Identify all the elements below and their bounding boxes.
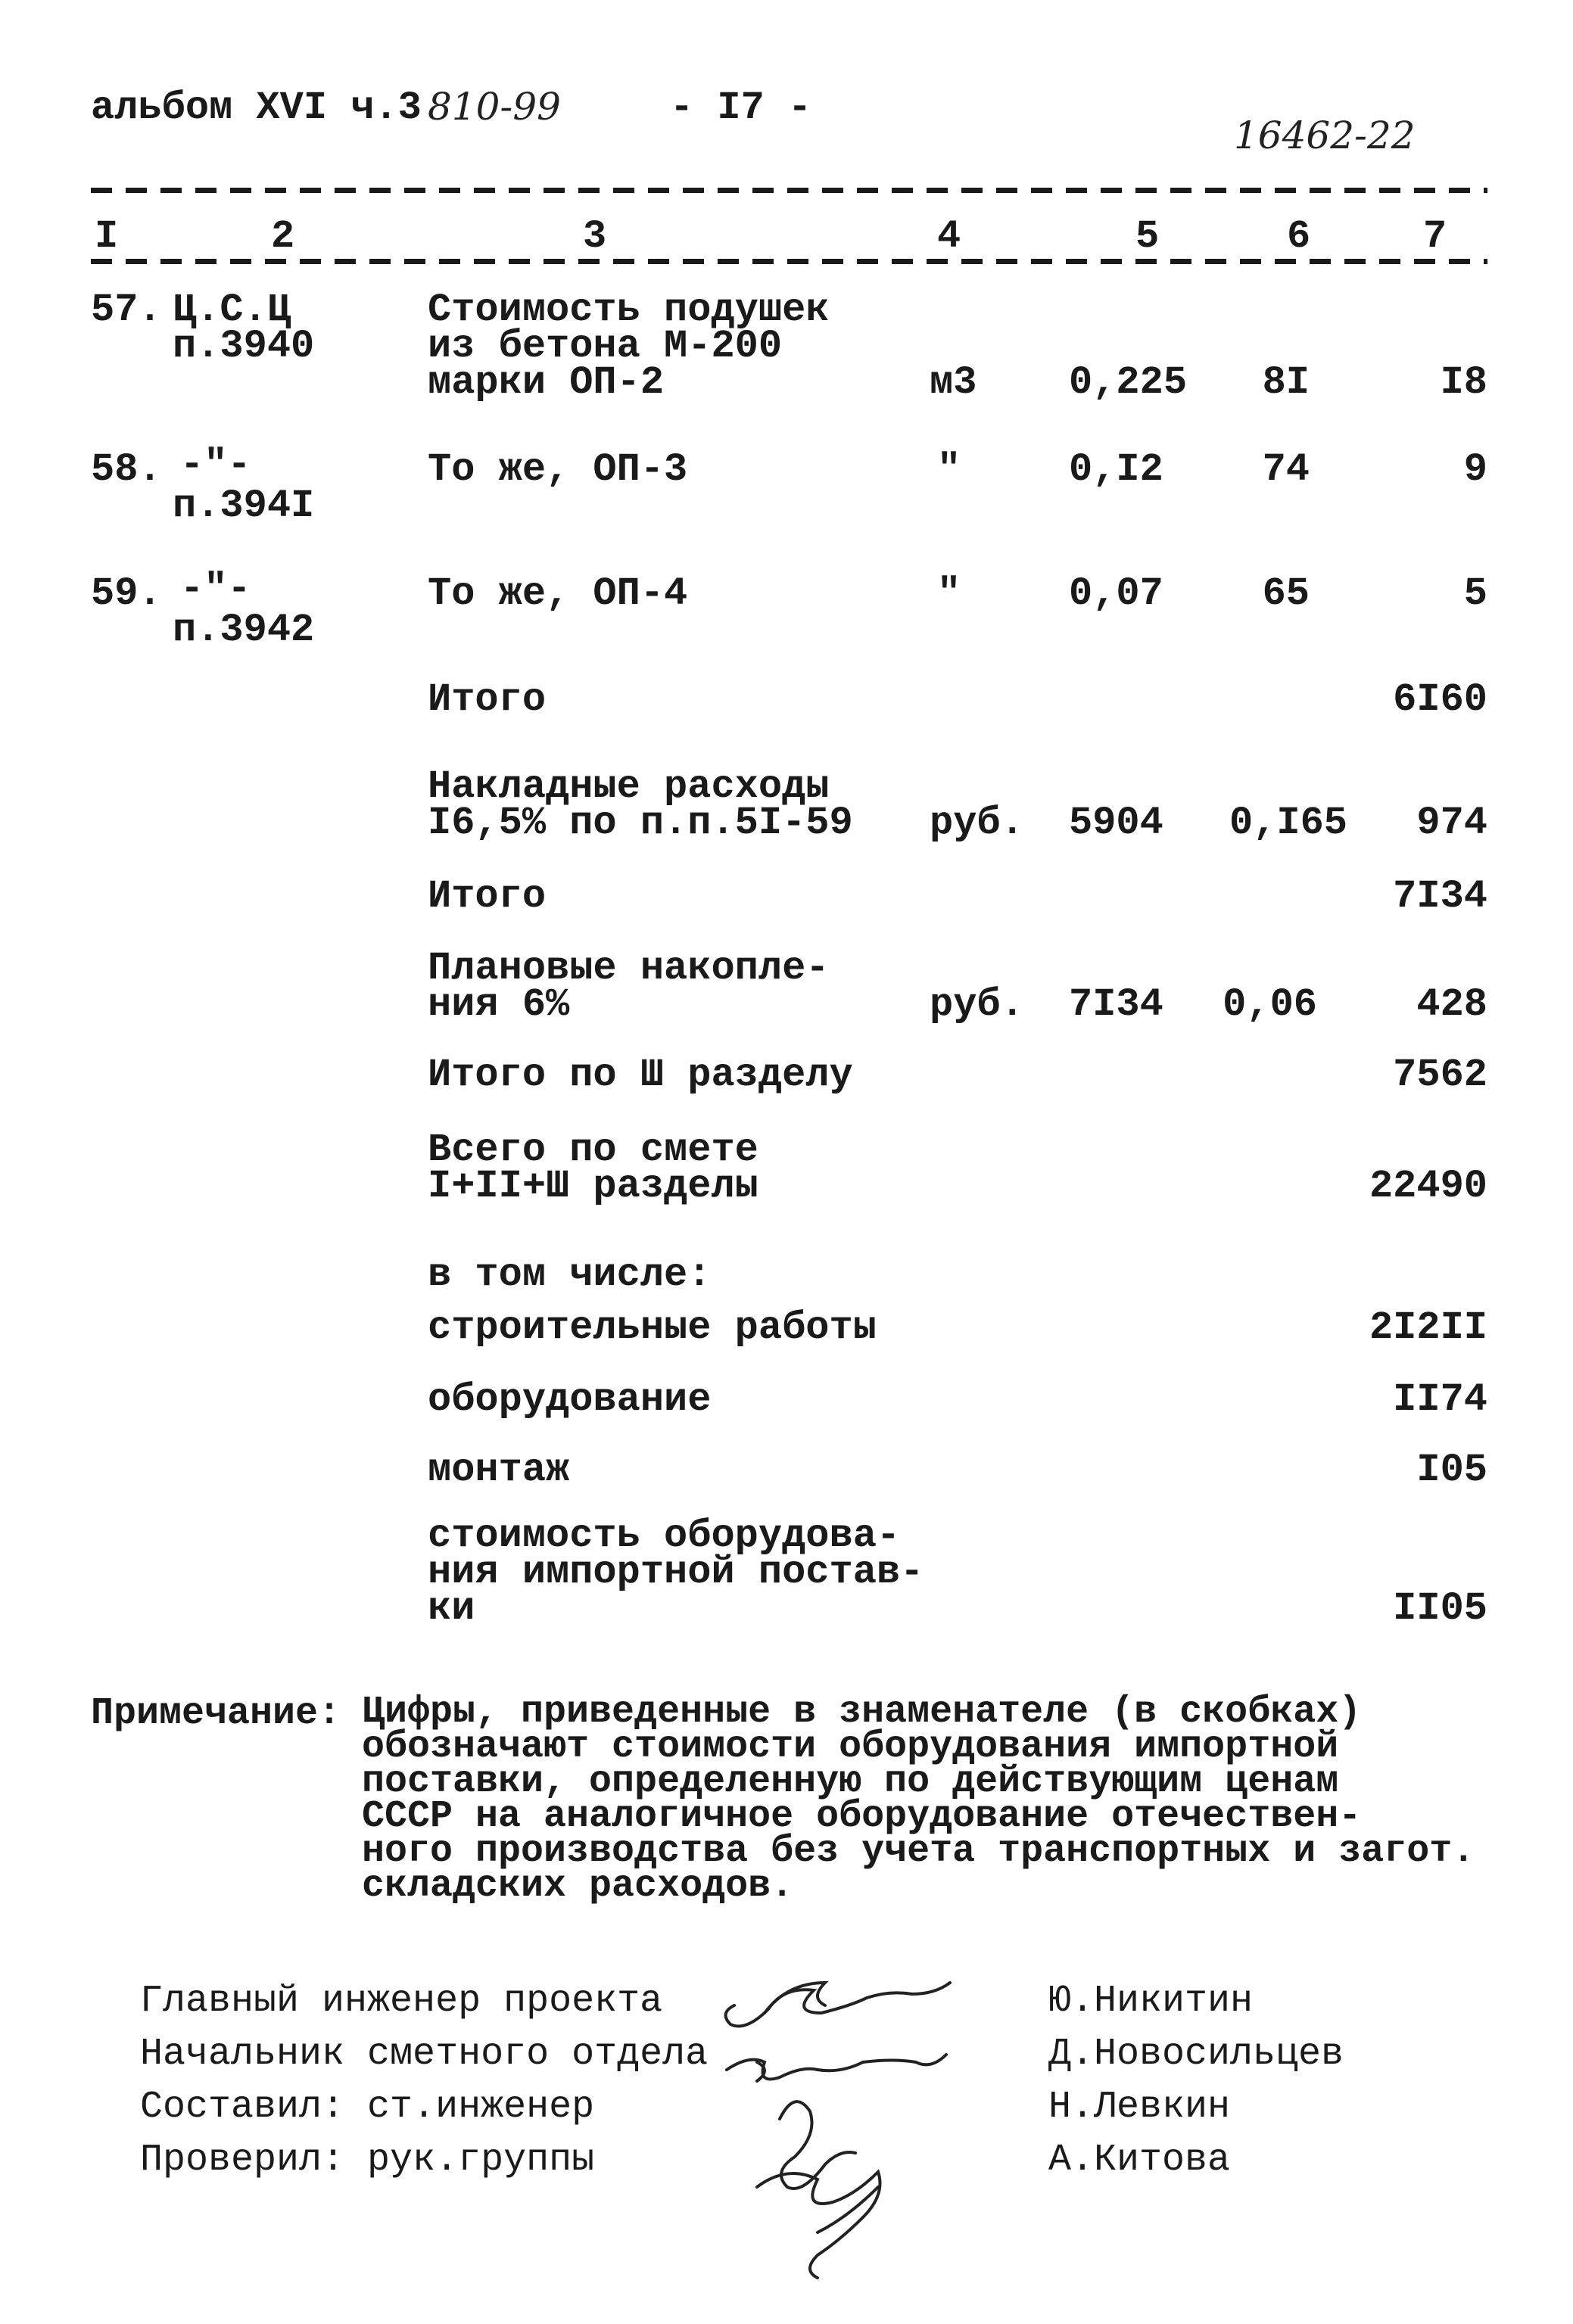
- row-quantity: 0,I2: [1069, 447, 1163, 492]
- row-total: I8: [1440, 360, 1487, 405]
- signatory-role: Главный инженер проекта: [140, 1980, 663, 2023]
- column-number-5: 5: [1135, 214, 1160, 259]
- summary-total: I05: [1416, 1448, 1487, 1492]
- summary-label-line: Плановые накопле-: [428, 946, 830, 991]
- summary-total: 6I60: [1393, 677, 1487, 722]
- summary-total: II74: [1393, 1377, 1487, 1422]
- row-reference-source: Ц.С.Ц: [173, 288, 291, 332]
- signatory-role: Начальник сметного отдела: [140, 2033, 709, 2076]
- row-unit: ": [937, 571, 961, 616]
- summary-total: 22490: [1369, 1164, 1487, 1209]
- row-quantity: 0,07: [1069, 571, 1163, 616]
- summary-rate: 0,I65: [1229, 801, 1347, 845]
- column-number-4: 4: [937, 214, 961, 259]
- summary-label-line: I6,5% по п.п.5I-59: [428, 801, 853, 845]
- handwritten-signatures: [712, 1960, 1045, 2308]
- summary-label-line: в том числе:: [428, 1252, 712, 1297]
- row-number: 59.: [91, 571, 162, 616]
- signatory-name: А.Китова: [1048, 2139, 1231, 2182]
- row-quantity: 0,225: [1069, 360, 1188, 405]
- row-number: 58.: [91, 447, 162, 492]
- row-unit-price: 65: [1262, 571, 1310, 616]
- summary-label-line: Итого по Ш разделу: [428, 1053, 853, 1097]
- signatory-role: Составил: ст.инженер: [140, 2086, 595, 2129]
- column-number-7: 7: [1423, 214, 1447, 259]
- summary-base: 7I34: [1069, 982, 1163, 1027]
- signatory-name: Ю.Никитин: [1048, 1980, 1254, 2023]
- row-total: 9: [1463, 447, 1487, 492]
- dashed-divider-top: [91, 188, 1487, 193]
- album-label: альбом XVI ч.3: [91, 86, 422, 130]
- summary-total: 428: [1416, 982, 1487, 1027]
- summary-label-line: Всего по смете: [428, 1128, 758, 1172]
- row-description-line: Стоимость подушек: [428, 288, 830, 332]
- row-reference-item: п.3942: [173, 608, 315, 652]
- summary-label-line: Накладные расходы: [428, 764, 830, 809]
- row-unit-price: 74: [1262, 447, 1310, 492]
- summary-label-line: Итого: [428, 677, 547, 722]
- summary-rate: 0,06: [1223, 982, 1317, 1027]
- column-number-3: 3: [583, 214, 607, 259]
- summary-label-line: ния импортной постав-: [428, 1550, 924, 1594]
- row-description-line: То же, ОП-4: [428, 571, 688, 616]
- summary-unit: руб.: [930, 801, 1024, 845]
- note-line: поставки, определенную по действующим ценам: [362, 1760, 1339, 1803]
- summary-label-line: оборудование: [428, 1377, 712, 1422]
- row-reference-item: п.394I: [173, 484, 315, 528]
- summary-label-line: Итого: [428, 874, 547, 919]
- handwritten-document-number: 810-99: [428, 85, 561, 129]
- handwritten-code: 16462-22: [1234, 114, 1416, 157]
- row-description-line: То же, ОП-3: [428, 447, 688, 492]
- summary-total: II05: [1393, 1586, 1487, 1631]
- summary-label-line: строительные работы: [428, 1305, 877, 1350]
- page-number: - I7 -: [670, 86, 812, 130]
- summary-base: 5904: [1069, 801, 1163, 845]
- row-description-line: из бетона М-200: [428, 324, 783, 369]
- summary-label-line: монтаж: [428, 1448, 570, 1492]
- summary-label-line: I+II+Ш разделы: [428, 1164, 758, 1209]
- row-description-line: марки ОП-2: [428, 360, 665, 405]
- row-unit: м3: [930, 360, 977, 405]
- signatory-role: Проверил: рук.группы: [140, 2139, 595, 2182]
- summary-label-line: ния 6%: [428, 982, 570, 1027]
- row-total: 5: [1463, 571, 1487, 616]
- note-line: ного производства без учета транспортных и загот.: [362, 1830, 1475, 1873]
- note-line: СССР на аналогичное оборудование отечествен-: [362, 1795, 1362, 1838]
- row-reference-source: -"-: [180, 567, 251, 611]
- row-reference-source: -"-: [180, 443, 251, 487]
- note-label: Примечание:: [91, 1692, 341, 1735]
- row-unit-price: 8I: [1262, 360, 1310, 405]
- note-line: обозначают стоимости оборудования импортной: [362, 1725, 1339, 1769]
- column-number-1: I: [95, 214, 119, 259]
- row-number: 57.: [91, 288, 162, 332]
- summary-unit: руб.: [930, 982, 1024, 1027]
- summary-label-line: стоимость оборудова-: [428, 1514, 901, 1558]
- summary-total: 7562: [1393, 1053, 1487, 1097]
- row-unit: ": [937, 447, 961, 492]
- dashed-divider-bottom: [91, 259, 1487, 264]
- summary-total: 7I34: [1393, 874, 1487, 919]
- note-line: складских расходов.: [362, 1865, 794, 1908]
- signatory-name: Д.Новосильцев: [1048, 2033, 1344, 2076]
- summary-total: 974: [1416, 801, 1487, 845]
- column-number-2: 2: [271, 214, 295, 259]
- summary-total: 2I2II: [1369, 1305, 1487, 1350]
- column-number-6: 6: [1287, 214, 1311, 259]
- summary-label-line: ки: [428, 1586, 475, 1631]
- row-reference-item: п.3940: [173, 324, 315, 369]
- signatory-name: Н.Левкин: [1048, 2086, 1231, 2129]
- note-line: Цифры, приведенные в знаменателе (в скобках): [362, 1691, 1362, 1734]
